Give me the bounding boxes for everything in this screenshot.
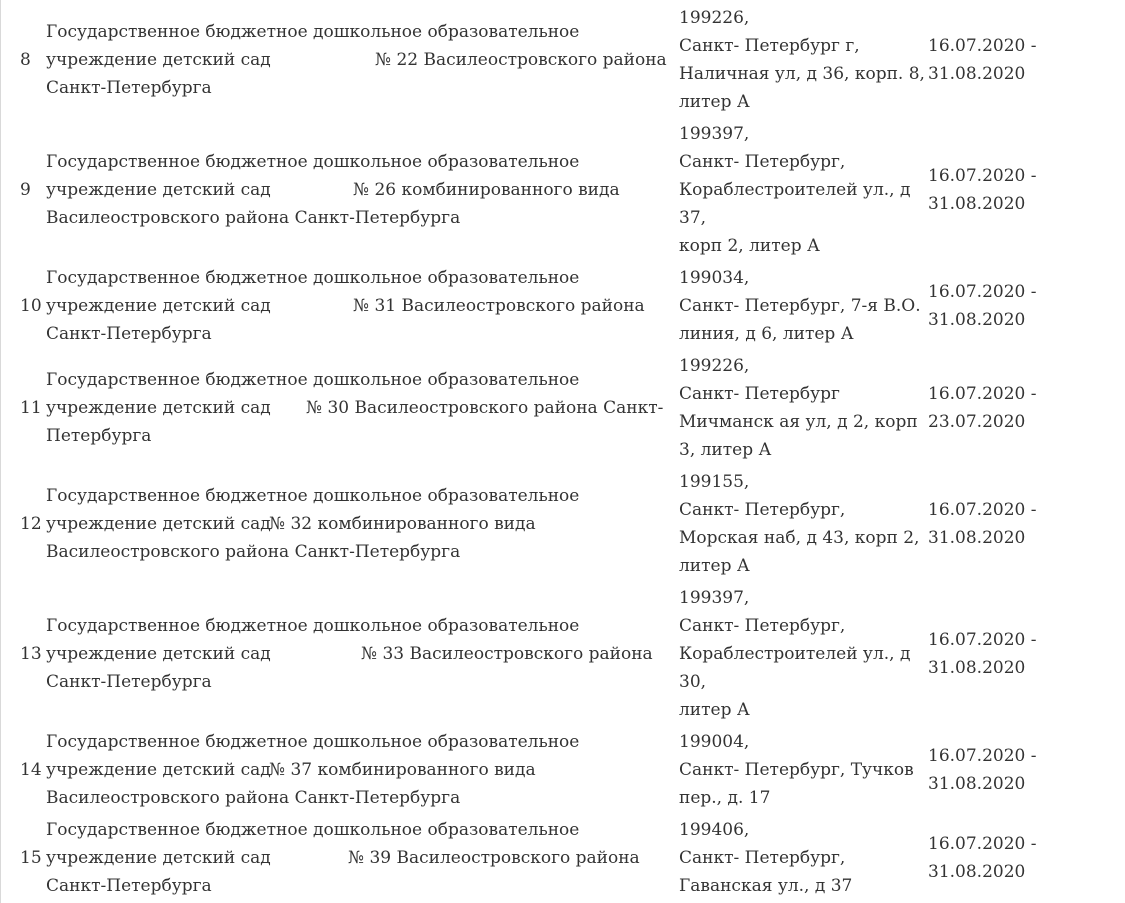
date-range-line: 16.07.2020 - xyxy=(928,746,1037,766)
address-line: Санкт- Петербург, xyxy=(679,152,846,172)
date-range-line: 31.08.2020 xyxy=(928,774,1026,794)
institution-name-line: Государственное бюджетное дошкольное образовательное xyxy=(46,152,580,172)
row-number: 8 xyxy=(20,50,31,70)
address-line: Гаванская ул., д 37 xyxy=(679,876,853,896)
institution-name-line: Государственное бюджетное дошкольное образовательное xyxy=(46,370,580,390)
address-line: литер А xyxy=(679,700,750,720)
institution-name-line: Государственное бюджетное дошкольное образовательное xyxy=(46,820,580,840)
address-line: Кораблестроителей ул., д xyxy=(679,644,911,664)
institution-name-line: № 33 Василеостровского района xyxy=(361,644,653,664)
date-range-line: 31.08.2020 xyxy=(928,658,1026,678)
date-range-line: 31.08.2020 xyxy=(928,194,1026,214)
date-range-line: 31.08.2020 xyxy=(928,528,1026,548)
date-range-line: 31.08.2020 xyxy=(928,310,1026,330)
institution-name-line: Василеостровского района Санкт-Петербурга xyxy=(46,788,461,808)
institution-name-line: № 26 комбинированного вида xyxy=(353,180,620,200)
institution-name-line: учреждение детский сад xyxy=(46,50,271,70)
row-number: 15 xyxy=(20,848,42,868)
institution-name-line: № 30 Василеостровского района Санкт- xyxy=(306,398,664,418)
address-line: 199406, xyxy=(679,820,750,840)
institution-name-line: Государственное бюджетное дошкольное образовательное xyxy=(46,486,580,506)
date-range-line: 31.08.2020 xyxy=(928,862,1026,882)
date-range-line: 16.07.2020 - xyxy=(928,384,1037,404)
row-number: 14 xyxy=(20,760,42,780)
address-line: 199034, xyxy=(679,268,750,288)
address-line: Мичманск ая ул, д 2, корп xyxy=(679,412,918,432)
institution-name-line: № 37 комбинированного вида xyxy=(269,760,536,780)
institution-name-line: Санкт-Петербурга xyxy=(46,78,212,98)
institution-name-line: № 32 комбинированного вида xyxy=(269,514,536,534)
institution-name-line: Василеостровского района Санкт-Петербурга xyxy=(46,208,461,228)
address-line: корп 2, литер А xyxy=(679,236,820,256)
institution-name-line: учреждение детский сад xyxy=(46,644,271,664)
institution-name-line: учреждение детский сад xyxy=(46,760,271,780)
address-line: Кораблестроителей ул., д xyxy=(679,180,911,200)
address-line: Наличная ул, д 36, корп. 8, xyxy=(679,64,925,84)
address-line: Санкт- Петербург xyxy=(679,384,840,404)
institution-name-line: Санкт-Петербурга xyxy=(46,672,212,692)
institution-name-line: учреждение детский сад xyxy=(46,398,271,418)
row-number: 12 xyxy=(20,514,42,534)
address-line: 199004, xyxy=(679,732,750,752)
date-range-line: 16.07.2020 - xyxy=(928,500,1037,520)
address-line: Санкт- Петербург, Тучков xyxy=(679,760,914,780)
institution-name-line: учреждение детский сад xyxy=(46,180,271,200)
address-line: 199155, xyxy=(679,472,750,492)
institution-name-line: Василеостровского района Санкт-Петербурга xyxy=(46,542,461,562)
address-line: 199226, xyxy=(679,356,750,376)
date-range-line: 16.07.2020 - xyxy=(928,834,1037,854)
institution-name-line: Государственное бюджетное дошкольное образовательное xyxy=(46,22,580,42)
address-line: литер А xyxy=(679,92,750,112)
institution-name-line: Санкт-Петербурга xyxy=(46,324,212,344)
address-line: Санкт- Петербург г, xyxy=(679,36,860,56)
row-number: 13 xyxy=(20,644,42,664)
address-line: 199397, xyxy=(679,124,750,144)
row-number: 9 xyxy=(20,180,31,200)
address-line: 199397, xyxy=(679,588,750,608)
institution-name-line: № 31 Василеостровского района xyxy=(353,296,645,316)
institution-name-line: учреждение детский сад xyxy=(46,848,271,868)
address-line: литер А xyxy=(679,556,750,576)
address-line: Санкт- Петербург, xyxy=(679,500,846,520)
institution-name-line: Санкт-Петербурга xyxy=(46,876,212,896)
address-line: Санкт- Петербург, xyxy=(679,848,846,868)
address-line: пер., д. 17 xyxy=(679,788,771,808)
row-number: 10 xyxy=(20,296,42,316)
address-line: линия, д 6, литер А xyxy=(679,324,854,344)
date-range-line: 16.07.2020 - xyxy=(928,166,1037,186)
address-line: Санкт- Петербург, xyxy=(679,616,846,636)
date-range-line: 16.07.2020 - xyxy=(928,630,1037,650)
institution-name-line: Петербурга xyxy=(46,426,152,446)
address-line: Санкт- Петербург, 7-я В.О. xyxy=(679,296,921,316)
institution-name-line: Государственное бюджетное дошкольное образовательное xyxy=(46,616,580,636)
address-line: 30, xyxy=(679,672,707,692)
date-range-line: 16.07.2020 - xyxy=(928,282,1037,302)
institution-name-line: Государственное бюджетное дошкольное образовательное xyxy=(46,268,580,288)
address-line: 199226, xyxy=(679,8,750,28)
row-number: 11 xyxy=(20,398,42,418)
address-line: 3, литер А xyxy=(679,440,772,460)
address-line: Морская наб, д 43, корп 2, xyxy=(679,528,920,548)
date-range-line: 23.07.2020 xyxy=(928,412,1026,432)
address-line: 37, xyxy=(679,208,707,228)
institution-name-line: № 39 Василеостровского района xyxy=(348,848,640,868)
date-range-line: 16.07.2020 - xyxy=(928,36,1037,56)
institution-name-line: Государственное бюджетное дошкольное образовательное xyxy=(46,732,580,752)
date-range-line: 31.08.2020 xyxy=(928,64,1026,84)
institution-name-line: № 22 Василеостровского района xyxy=(375,50,667,70)
institution-name-line: учреждение детский сад xyxy=(46,514,271,534)
institution-name-line: учреждение детский сад xyxy=(46,296,271,316)
